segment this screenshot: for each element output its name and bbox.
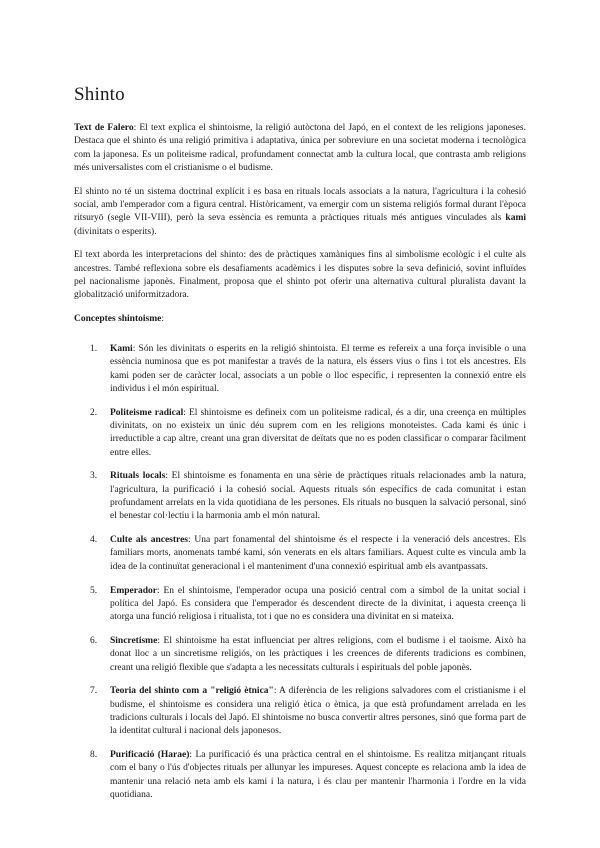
list-item xyxy=(74,407,526,460)
intro-paragraph-2 xyxy=(74,186,526,239)
concepts-list xyxy=(74,343,526,802)
intro-p1-text: : El text explica el shintoisme, la religió autòctona del Japó, en el context de les religions japoneses. Destaca que el shinto és una religió primitiva i adaptativa, única per sobreviure en una societat moderna i tecnològica com la japonesa. Es un politeisme radical, profundament connectat amb la cultura local, que contrasta amb religions més universalistes com el cristianisme o el budisme. xyxy=(74,123,526,173)
list-item-number: 3. xyxy=(90,471,98,482)
list-item xyxy=(74,635,526,675)
list-item-term: Purificació (Harae) xyxy=(110,749,190,760)
intro-paragraph-1 xyxy=(74,122,526,175)
list-item xyxy=(74,343,526,396)
list-item-text: : A diferència de les religions salvadores com el cristianisme i el budisme, el shintoisme es considera una religió ètica o ètnica, ja que està profundament arrelada en les tradicions culturals i locals del Japó. El shintoisme no busca convertir altres persones, sinó que forma part de la identitat cultural i nacional dels japonesos. xyxy=(110,686,526,737)
list-item-number: 7. xyxy=(90,686,98,697)
list-item xyxy=(74,749,526,802)
list-item-text: : Una part fonamental del shintoisme és el respecte i la veneració dels ancestres. Els familiars morts, anomenats també kami, són venerats en els altars familiars. Aquest culte es vincula amb la idea de la continuïtat generacional i el manteniment d'una connexió espiritual amb els avantpassats. xyxy=(110,535,526,572)
page-title: Shinto xyxy=(74,84,125,105)
list-item-text: : El shintoisme es defineix com un politeisme radical, és a dir, una creença en múltiples divinitats, on no existeix un únic déu suprem com en les religions monoteistes. Cada kami és únic i irreductible a cap altre, creant una gran diversitat de deïtats que no es poden classificar o comparar fàcilment entre elles. xyxy=(110,407,526,458)
list-item-text: : El shintoisme es fonamenta en una sèrie de pràctiques rituals relacionades amb la natura, l'agricultura, la purificació i la cohesió social. Aquests rituals són específics de cada comunitat i estan profundament arrelats en la vida quotidiana de les persones. Els rituals no busquen la salvació personal, sinó el benestar col·lectiu i la harmonia amb el món natural. xyxy=(110,471,526,522)
list-item xyxy=(74,534,526,574)
intro-p2-kami: kami xyxy=(505,213,526,224)
list-item-term: Rituals locals xyxy=(110,471,166,482)
intro-p2-post: (divinitats o esperits). xyxy=(74,226,157,237)
list-item-term: Teoria del shinto com a "religió ètnica" xyxy=(110,686,274,697)
concepts-heading xyxy=(74,313,526,326)
list-item-term: Culte als ancestres xyxy=(110,535,189,546)
list-item-text: : El shintoisme ha estat influenciat per altres religions, com el budisme i el taoisme. Això ha donat lloc a un sincretisme religiós, on les pràctiques i les creences de diferents tradicions es combinen, creant una religió flexible que s'adapta a les necessitats culturals i espirituals del poble japonès. xyxy=(110,635,526,673)
intro-paragraph-3: El text aborda les interpretacions del shinto: des de pràctiques xamàniques fins al simbolisme ecològic i el culte als ancestres. També reflexiona sobre els desafiaments acadèmics i les disputes sobre la seva definició, sovint influïdes pel nacionalisme japonès. Finalment, proposa que el shinto pot oferir una alternativa cultural pluralista davant la globalització uniformitzadora. xyxy=(74,250,526,301)
list-item-number: 1. xyxy=(90,344,98,355)
list-item-term: Sincretisme xyxy=(110,635,158,646)
concepts-heading-text: Conceptes shintoisme xyxy=(74,314,162,325)
list-item-number: 6. xyxy=(90,635,98,646)
list-item-text: : La purificació és una pràctica central en el shintoisme. Es realitza mitjançant rituals com el bany o l'ús d'objectes rituals per allunyar les impureses. Aquest concepte es relaciona amb la idea de mantenir una relació neta amb els kami i la natura, i és clau per mantenir l'harmonia i l'ordre en la vida quotidiana. xyxy=(110,749,526,800)
list-item-number: 5. xyxy=(90,585,98,596)
list-item-number: 2. xyxy=(90,407,98,418)
list-item-number: 8. xyxy=(90,749,98,760)
concepts-heading-colon: : xyxy=(161,314,164,325)
list-item xyxy=(74,685,526,738)
list-item-term: Politeisme radical xyxy=(110,407,184,418)
list-item-text: : Són les divinitats o esperits en la religió shintoista. El terme es refereix a una força invisible o una essència numinosa que es pot manifestar a través de la natura, els éssers vius o fins i tot els ancestres. Els kami poden ser de caràcter local, associats a un poble o lloc específic, i representen la connexió entre els individus i el món espiritual. xyxy=(110,344,526,394)
list-item xyxy=(74,585,526,625)
author-label: Text de Falero xyxy=(74,123,134,133)
list-item xyxy=(74,470,526,523)
list-item-term: Emperador xyxy=(110,585,157,596)
list-item-text: : En el shintoisme, l'emperador ocupa una posició central com a símbol de la unitat social i política del Japó. Es considera que l'emperador és descendent directe de la divinitat, i aquesta creença li atorga una funció religiosa i ritualista, tot i que no es considera una divinitat en si mateixa. xyxy=(110,585,526,623)
list-item-term: Kami xyxy=(110,344,133,355)
intro-p2-pre: El shinto no té un sistema doctrinal explícit i es basa en rituals locals associats a la natura, l'agricultura i la cohesió social, amb l'emperador com a figura central. Històricament, va emergir com un sistema religiós formal durant l'època ritsuryō (segle VII-VIII), però la seva essència es remunta a pràctiques rituals més antigues vinculades als xyxy=(74,186,526,224)
list-item-number: 4. xyxy=(90,535,98,546)
